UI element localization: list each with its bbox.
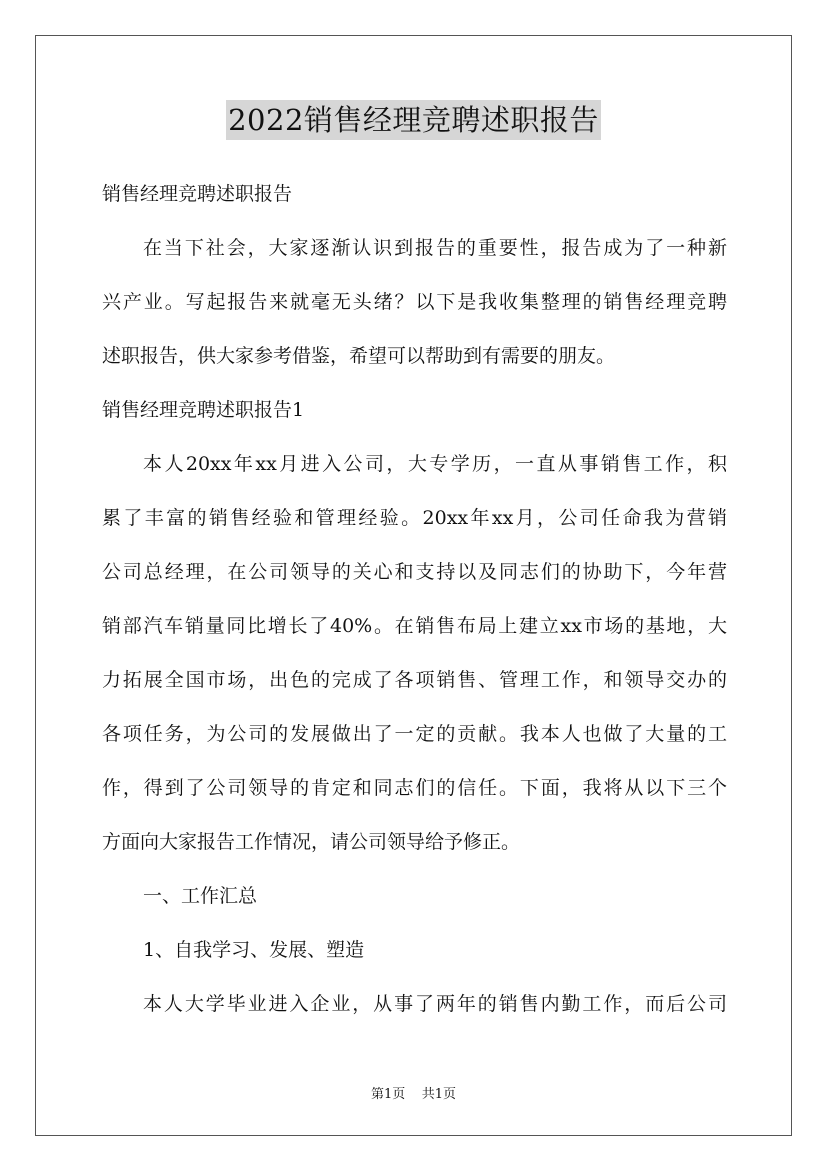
document-body bbox=[102, 173, 727, 1037]
subheading: 一、工作汇总 bbox=[143, 885, 258, 907]
paragraph-line: 方面向大家报告工作情况，请公司领导给予修正。 bbox=[102, 831, 521, 853]
paragraph-line: 累了丰富的销售经验和管理经验。20xx年xx月，公司任命我为营销 bbox=[102, 507, 727, 529]
page-total: 共1页 bbox=[421, 1087, 457, 1102]
paragraph-line: 在当下社会，大家逐渐认识到报告的重要性，报告成为了一种新 bbox=[143, 237, 727, 259]
paragraph-line: 作，得到了公司领导的肯定和同志们的信任。下面，我将从以下三个 bbox=[102, 777, 727, 799]
section-heading: 销售经理竞聘述职报告1 bbox=[102, 399, 305, 421]
section-heading: 销售经理竞聘述职报告 bbox=[102, 183, 293, 205]
paragraph-line: 销部汽车销量同比增长了40%。在销售布局上建立xx市场的基地，大 bbox=[102, 615, 727, 637]
subheading: 1、自我学习、发展、塑造 bbox=[143, 939, 365, 961]
paragraph-line: 兴产业。写起报告来就毫无头绪？以下是我收集整理的销售经理竞聘 bbox=[102, 291, 727, 313]
paragraph-line: 力拓展全国市场，出色的完成了各项销售、管理工作，和领导交办的 bbox=[102, 669, 727, 691]
document-title: 2022销售经理竞聘述职报告 bbox=[226, 100, 601, 140]
paragraph-line: 公司总经理，在公司领导的关心和支持以及同志们的协助下，今年营 bbox=[102, 561, 727, 583]
paragraph-line: 述职报告，供大家参考借鉴，希望可以帮助到有需要的朋友。 bbox=[102, 345, 616, 367]
paragraph-line: 各项任务，为公司的发展做出了一定的贡献。我本人也做了大量的工 bbox=[102, 723, 727, 745]
paragraph-line: 本人20xx年xx月进入公司，大专学历，一直从事销售工作，积 bbox=[143, 453, 727, 475]
page-footer bbox=[0, 1083, 827, 1102]
title-wrap bbox=[0, 100, 827, 140]
page-number: 第1页 bbox=[370, 1087, 406, 1102]
paragraph-line: 本人大学毕业进入企业，从事了两年的销售内勤工作，而后公司 bbox=[143, 993, 727, 1015]
